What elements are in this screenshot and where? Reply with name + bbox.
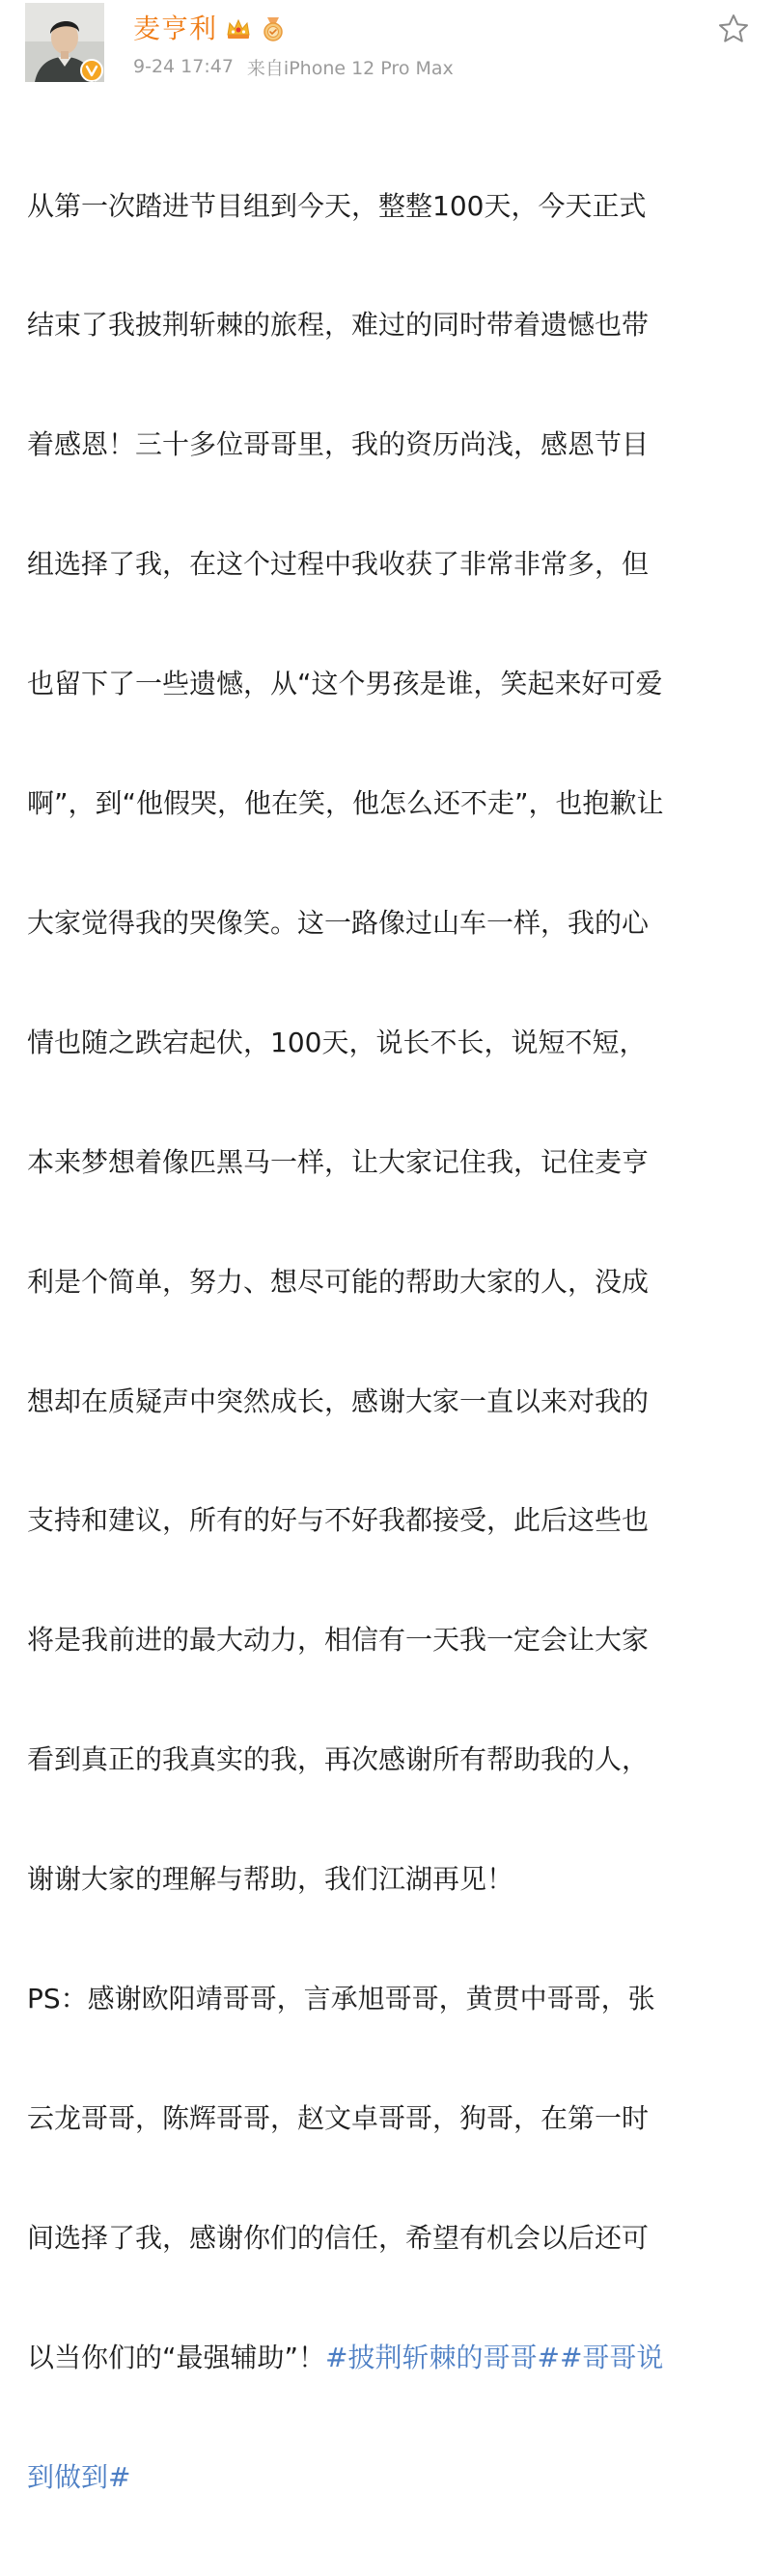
content-line: 结束了我披荆斩棘的旅程，难过的同时带着遗憾也带 [27, 309, 650, 342]
content-line-with-hashtags [27, 2338, 761, 2377]
verified-v-icon [80, 59, 103, 82]
post-content [27, 106, 761, 2576]
hashtag-link[interactable]: #披荆斩棘的哥哥# [325, 2341, 560, 2373]
content-line: 谢谢大家的理解与帮助，我们江湖再见！ [27, 1863, 514, 1896]
post-time: 9-24 17:47 [133, 56, 234, 77]
post-header [0, 0, 776, 96]
content-line: 云龙哥哥，陈辉哥哥，赵文卓哥哥，狗哥，在第一时 [27, 2101, 650, 2134]
medal-icon[interactable] [260, 15, 287, 42]
content-line: 想却在质疑声中突然成长，感谢大家一直以来对我的 [27, 1384, 650, 1417]
hashtag-link[interactable]: #哥哥说 [559, 2341, 664, 2373]
content-line: 啊”，到“他假哭，他在笑，他怎么还不走”，也抱歉让 [27, 787, 664, 820]
content-line: 将是我前进的最大动力，相信有一天我一定会让大家 [27, 1624, 650, 1657]
content-line: 也留下了一些遗憾，从“这个男孩是谁，笑起来好可爱 [27, 668, 663, 700]
content-line [27, 2457, 761, 2497]
post-source: 来自iPhone 12 Pro Max [246, 57, 454, 79]
post-meta [133, 54, 454, 79]
content-line: 看到真正的我真实的我，再次感谢所有帮助我的人， [27, 1743, 650, 1776]
content-line-text: 以当你们的“最强辅助”！ [27, 2341, 326, 2373]
content-line: 情也随之跌宕起伏，100天，说长不长，说短不短， [27, 1026, 647, 1058]
username-row [133, 8, 287, 50]
content-line: 大家觉得我的哭像笑。这一路像过山车一样，我的心 [27, 906, 650, 939]
avatar-container[interactable] [25, 3, 104, 82]
content-line: 利是个简单，努力、想尽可能的帮助大家的人，没成 [27, 1265, 650, 1298]
content-line: 组选择了我，在这个过程中我收获了非常非常多，但 [27, 548, 650, 581]
star-outline-icon [717, 13, 750, 45]
content-line: PS：感谢欧阳靖哥哥，言承旭哥哥，黄贯中哥哥，张 [27, 1982, 655, 2014]
hashtag-link-continued[interactable]: 到做到# [27, 2460, 131, 2493]
content-line: 着感恩！三十多位哥哥里，我的资历尚浅，感恩节目 [27, 428, 650, 461]
content-line: 本来梦想着像匹黑马一样，让大家记住我，记住麦亨 [27, 1145, 650, 1178]
crown-icon[interactable] [225, 15, 252, 42]
favorite-button[interactable] [714, 10, 753, 48]
content-line: 从第一次踏进节目组到今天，整整100天，今天正式 [27, 189, 647, 222]
content-line: 间选择了我，感谢你们的信任，希望有机会以后还可 [27, 2221, 650, 2254]
content-line: 支持和建议，所有的好与不好我都接受，此后这些也 [27, 1504, 650, 1537]
username[interactable]: 麦亨利 [133, 13, 218, 44]
